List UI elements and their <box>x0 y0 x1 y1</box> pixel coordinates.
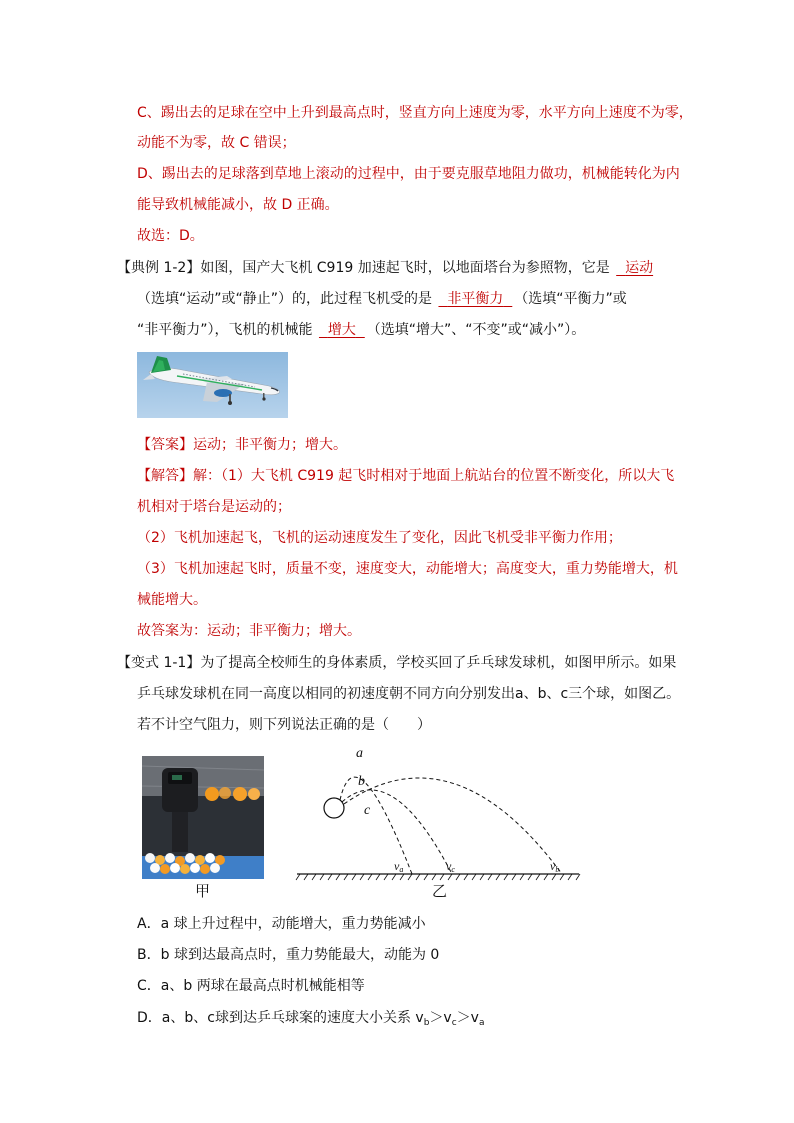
option-d: D．a、b、c球到达乒乓球案的速度大小关系 $v_b>v_c>v_a$ <box>137 1010 485 1028</box>
velocity-c-label: vc <box>446 859 455 874</box>
option-d-explanation-line2: 能导致机械能减小，故 D 正确。 <box>137 197 339 213</box>
example-q2-text: （选填“运动”或“静止”）的，此过程飞机受的是 <box>137 291 433 307</box>
ping-pong-machine-photo <box>142 756 264 879</box>
blank-1-answer: 运动 <box>625 260 654 276</box>
choice-result: 故选：D。 <box>137 228 204 244</box>
option-b: B．b 球到达最高点时，重力势能最大，动能为 0 <box>137 947 440 963</box>
variant-question-line3: 若不计空气阻力，则下列说法正确的是（ ） <box>137 717 431 733</box>
analysis-line3: （2）飞机加速起飞，飞机的运动速度发生了变化，因此飞机受非平衡力作用； <box>137 530 622 546</box>
option-a: A．a 球上升过程中，动能增大，重力势能减小 <box>137 916 426 932</box>
variant-question-line1 <box>117 653 676 673</box>
label-a: a <box>356 746 363 761</box>
blank-2-answer: 非平衡力 <box>447 291 504 307</box>
analysis-tag: 【解答】 <box>137 468 193 484</box>
label-b: b <box>358 774 365 789</box>
label-c: c <box>364 803 371 818</box>
c919-airplane-image <box>137 352 288 418</box>
variant-text-1: 为了提高全校师生的身体素质，学校买回了乒乓球发球机，如图甲所示。如果 <box>200 655 677 671</box>
figure-jia-label: 甲 <box>195 882 211 900</box>
example-q3-text: “非平衡力”），飞机的机械能 <box>137 322 313 338</box>
example-q2-hint: （选填“平衡力”或 <box>514 291 627 307</box>
example-tag: 【典例 1-2】 <box>117 260 201 276</box>
analysis-line5: 械能增大。 <box>137 592 207 608</box>
variant-tag: 【变式 1-1】 <box>117 655 201 671</box>
example-question-line1 <box>117 258 655 278</box>
trajectory-a <box>340 777 412 874</box>
example-q3-hint: （选填“增大”、“不变”或“减小”）。 <box>366 322 586 338</box>
velocity-b-label: vb <box>550 859 560 874</box>
example-question-line2 <box>137 289 627 309</box>
option-d-explanation-line1: D、踢出去的足球落到草地上滚动的过程中，由于要克服草地阻力做功，机械能转化为内 <box>137 166 680 182</box>
answer-text: 运动；非平衡力；增大。 <box>193 437 347 453</box>
velocity-a-label: va <box>394 859 404 874</box>
variant-question-line2: 乒乓球发球机在同一高度以相同的初速度朝不同方向分别发出a、b、c三个球，如图乙。 <box>137 686 681 702</box>
trajectory-diagram <box>294 740 594 886</box>
analysis-line2: 机相对于塔台是运动的； <box>137 499 291 515</box>
option-c-explanation-line2: 动能不为零，故 C 错误； <box>137 135 296 151</box>
blank-3-answer: 增大 <box>327 322 356 338</box>
option-c: C．a、b 两球在最高点时机械能相等 <box>137 978 365 994</box>
final-answer-line: 故答案为：运动；非平衡力；增大。 <box>137 623 361 639</box>
analysis-line1 <box>137 466 674 486</box>
trajectory-b <box>344 778 562 874</box>
analysis-line4: （3）飞机加速起飞时，质量不变，速度变大，动能增大；高度变大，重力势能增大，机 <box>137 561 678 577</box>
example-q1-text: 如图，国产大飞机 C919 加速起飞时，以地面塔台为参照物，它是 <box>200 260 610 276</box>
figure-yi-label: 乙 <box>432 882 448 900</box>
option-c-explanation-line1: C、踢出去的足球在空中上升到最高点时，竖直方向上速度为零，水平方向上速度不为零， <box>137 105 693 121</box>
answer-line <box>137 435 347 455</box>
analysis-text-1: 解：（1）大飞机 C919 起飞时相对于地面上航站台的位置不断变化，所以大飞 <box>193 468 675 484</box>
answer-tag: 【答案】 <box>137 437 193 453</box>
example-question-line3 <box>137 320 585 340</box>
